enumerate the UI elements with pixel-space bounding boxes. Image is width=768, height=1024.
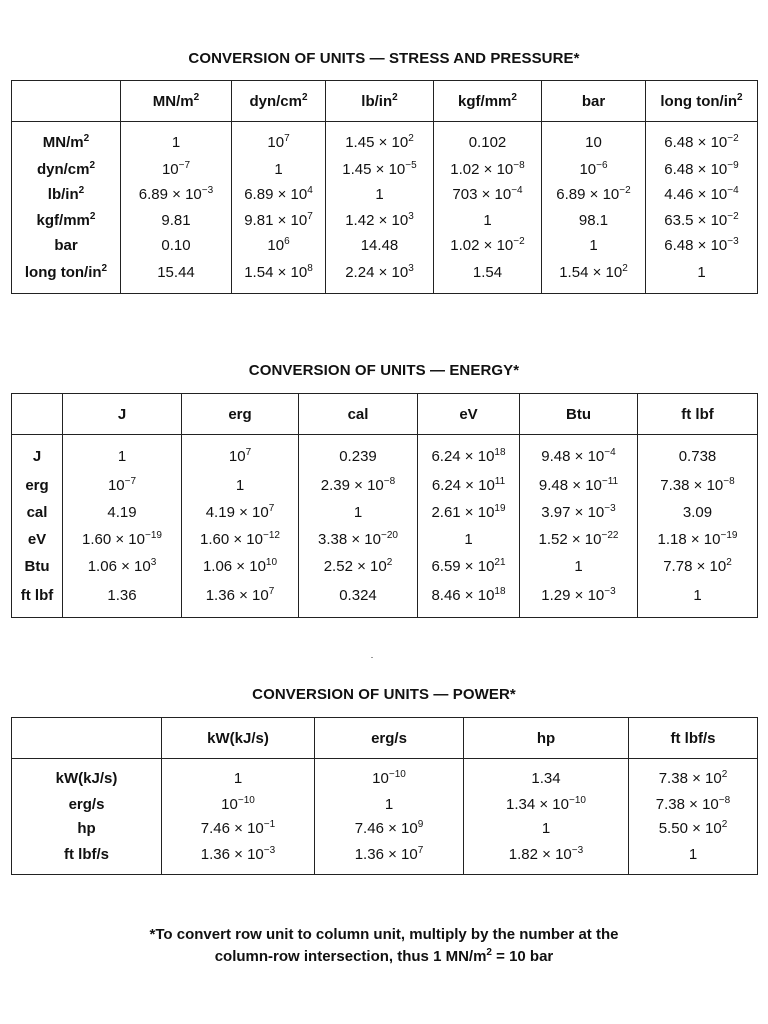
- conversion-factor-cell: $1.36 \times 10^{-3}$: [162, 841, 315, 875]
- conversion-factor-cell: 15.44: [121, 258, 232, 293]
- table-row: [12, 526, 758, 553]
- conversion-factor-cell: $10^7$: [182, 435, 299, 472]
- conversion-factor-cell: $6.89 \times 10^{-2}$: [542, 182, 646, 207]
- conversion-factor-cell: $2.24 \times 10^3$: [326, 258, 434, 293]
- conversion-factor-cell: $9.48 \times 10^{-4}$: [520, 435, 638, 472]
- conversion-factor-cell: $1.54 \times 10^8$: [232, 258, 326, 293]
- column-header-j: J: [63, 394, 182, 435]
- column-header-ft-lbf: ft lbf: [638, 394, 758, 435]
- table-row: [12, 182, 758, 207]
- column-header-bar: bar: [542, 81, 646, 122]
- table-row: [12, 499, 758, 526]
- conversion-factor-cell: 1: [638, 580, 758, 617]
- row-header-lb-in2: $lb/in^2$: [12, 182, 121, 207]
- conversion-factor-cell: 1: [121, 122, 232, 157]
- scan-speck: [371, 657, 373, 658]
- column-header-ev: eV: [418, 394, 520, 435]
- conversion-factor-cell: 4.19: [63, 499, 182, 526]
- column-header-long-ton-in2: long ton/$in^2$: [646, 81, 758, 122]
- conversion-factor-cell: $9.81 \times 10^7$: [232, 207, 326, 232]
- corner-cell: [12, 394, 63, 435]
- table-row: [12, 157, 758, 182]
- conversion-factor-cell: $1.54 \times 10^2$: [542, 258, 646, 293]
- table-row: [12, 759, 758, 793]
- conversion-factor-cell: 1: [326, 182, 434, 207]
- row-header-erg-s: erg/s: [12, 792, 162, 816]
- conversion-factor-cell: $7.38 \times 10^{-8}$: [629, 792, 758, 816]
- conversion-factor-cell: 1.54: [434, 258, 542, 293]
- column-header-hp: hp: [464, 718, 629, 759]
- conversion-factor-cell: $1.06 \times 10^3$: [63, 553, 182, 580]
- conversion-factor-cell: $2.61 \times 10^{19}$: [418, 499, 520, 526]
- conversion-factor-cell: 0.738: [638, 435, 758, 472]
- conversion-factor-cell: $10^6$: [232, 233, 326, 258]
- row-header-hp: hp: [12, 816, 162, 840]
- corner-cell: [12, 718, 162, 759]
- power-table: [11, 717, 758, 875]
- conversion-factor-cell: $4.19 \times 10^7$: [182, 499, 299, 526]
- conversion-factor-cell: 98.1: [542, 207, 646, 232]
- conversion-factor-cell: 1: [646, 258, 758, 293]
- row-header-btu: Btu: [12, 553, 63, 580]
- corner-cell: [12, 81, 121, 122]
- table-row: [12, 553, 758, 580]
- conversion-factor-cell: $10^{-7}$: [121, 157, 232, 182]
- conversion-factor-cell: $6.24 \times 10^{11}$: [418, 472, 520, 499]
- conversion-factor-cell: $10^7$: [232, 122, 326, 157]
- conversion-factor-cell: $2.39 \times 10^{-8}$: [299, 472, 418, 499]
- conversion-factor-cell: $1.36 \times 10^7$: [315, 841, 464, 875]
- footnote: [0, 924, 768, 968]
- conversion-factor-cell: $8.46 \times 10^{18}$: [418, 580, 520, 617]
- conversion-factor-cell: 1: [299, 499, 418, 526]
- row-header-cal: cal: [12, 499, 63, 526]
- conversion-factor-cell: $1.45 \times 10^{-5}$: [326, 157, 434, 182]
- conversion-factor-cell: $3.38 \times 10^{-20}$: [299, 526, 418, 553]
- row-header-kw-kj-s: kW(kJ/s): [12, 759, 162, 793]
- row-header-ft-lbf: ft lbf: [12, 580, 63, 617]
- energy-table: [11, 393, 758, 618]
- column-header-ft-lbf-s: ft lbf/s: [629, 718, 758, 759]
- column-header-btu: Btu: [520, 394, 638, 435]
- conversion-factor-cell: 1.34: [464, 759, 629, 793]
- conversion-factor-cell: 10: [542, 122, 646, 157]
- conversion-factor-cell: $1.52 \times 10^{-22}$: [520, 526, 638, 553]
- conversion-factor-cell: $6.24 \times 10^{18}$: [418, 435, 520, 472]
- conversion-factor-cell: 3.09: [638, 499, 758, 526]
- conversion-factor-cell: 14.48: [326, 233, 434, 258]
- conversion-factor-cell: $6.89 \times 10^{-3}$: [121, 182, 232, 207]
- conversion-factor-cell: $6.48 \times 10^{-2}$: [646, 122, 758, 157]
- conversion-factor-cell: $1.29 \times 10^{-3}$: [520, 580, 638, 617]
- conversion-factor-cell: $1.06 \times 10^{10}$: [182, 553, 299, 580]
- row-header-ft-lbf-s: ft lbf/s: [12, 841, 162, 875]
- conversion-factor-cell: 0.10: [121, 233, 232, 258]
- row-header-erg: erg: [12, 472, 63, 499]
- conversion-factor-cell: $1.42 \times 10^3$: [326, 207, 434, 232]
- conversion-factor-cell: $6.48 \times 10^{-9}$: [646, 157, 758, 182]
- conversion-factor-cell: $1.60 \times 10^{-19}$: [63, 526, 182, 553]
- conversion-factor-cell: $1.82 \times 10^{-3}$: [464, 841, 629, 875]
- conversion-factor-cell: $1.02 \times 10^{-2}$: [434, 233, 542, 258]
- footnote-line-1: *To convert row unit to column unit, multiply by the number at the: [149, 926, 619, 943]
- table-row: [12, 580, 758, 617]
- conversion-factor-cell: $10^{-7}$: [63, 472, 182, 499]
- column-header-lb-in2: $lb/in^2$: [326, 81, 434, 122]
- conversion-factor-cell: 1: [542, 233, 646, 258]
- conversion-factor-cell: $1.34 \times 10^{-10}$: [464, 792, 629, 816]
- conversion-factor-cell: 1: [464, 816, 629, 840]
- conversion-factor-cell: $10^{-10}$: [162, 792, 315, 816]
- conversion-factor-cell: 0.239: [299, 435, 418, 472]
- conversion-factor-cell: $1.18 \times 10^{-19}$: [638, 526, 758, 553]
- energy-title: CONVERSION OF UNITS — ENERGY*: [248, 362, 520, 379]
- conversion-factor-cell: $1.36 \times 10^7$: [182, 580, 299, 617]
- stress-pressure-table: [11, 80, 758, 294]
- conversion-factor-cell: $6.48 \times 10^{-3}$: [646, 233, 758, 258]
- footnote-line-2: column-row intersection, thus 1 $MN/m^2 = 10$ bar: [214, 947, 554, 965]
- conversion-factor-cell: $9.48 \times 10^{-11}$: [520, 472, 638, 499]
- row-header-kgf-mm2: kgf/$mm^2$: [12, 207, 121, 232]
- conversion-factor-cell: 1: [418, 526, 520, 553]
- table-row: [12, 816, 758, 840]
- conversion-factor-cell: 1: [629, 841, 758, 875]
- conversion-factor-cell: 1: [315, 792, 464, 816]
- table-row: [12, 472, 758, 499]
- column-header-kgf-mm2: kgf/$mm^2$: [434, 81, 542, 122]
- conversion-factor-cell: $7.38 \times 10^2$: [629, 759, 758, 793]
- table-row: [12, 841, 758, 875]
- conversion-factor-cell: 1: [182, 472, 299, 499]
- row-header-bar: bar: [12, 233, 121, 258]
- conversion-factor-cell: $7.78 \times 10^2$: [638, 553, 758, 580]
- table-row: [12, 792, 758, 816]
- conversion-factor-cell: $6.89 \times 10^4$: [232, 182, 326, 207]
- conversion-factor-cell: 1: [434, 207, 542, 232]
- conversion-factor-cell: 9.81: [121, 207, 232, 232]
- column-header-erg-s: erg/s: [315, 718, 464, 759]
- conversion-factor-cell: $6.59 \times 10^{21}$: [418, 553, 520, 580]
- conversion-factor-cell: $10^{-6}$: [542, 157, 646, 182]
- conversion-factor-cell: 1: [232, 157, 326, 182]
- conversion-factor-cell: 0.324: [299, 580, 418, 617]
- conversion-factor-cell: $7.38 \times 10^{-8}$: [638, 472, 758, 499]
- conversion-factor-cell: $63.5 \times 10^{-2}$: [646, 207, 758, 232]
- table-row: [12, 258, 758, 293]
- conversion-factor-cell: $3.97 \times 10^{-3}$: [520, 499, 638, 526]
- column-header-mn-m2: $MN/m^2$: [121, 81, 232, 122]
- conversion-factor-cell: 1: [520, 553, 638, 580]
- conversion-factor-cell: 1: [162, 759, 315, 793]
- conversion-factor-cell: 1: [63, 435, 182, 472]
- conversion-factor-cell: $5.50 \times 10^2$: [629, 816, 758, 840]
- column-header-erg: erg: [182, 394, 299, 435]
- conversion-factor-cell: $1.45 \times 10^2$: [326, 122, 434, 157]
- table-row: [12, 122, 758, 157]
- power-title: CONVERSION OF UNITS — POWER*: [252, 686, 516, 703]
- conversion-factor-cell: $1.60 \times 10^{-12}$: [182, 526, 299, 553]
- stress-title: CONVERSION OF UNITS — STRESS AND PRESSURE*: [188, 50, 580, 67]
- column-header-cal: cal: [299, 394, 418, 435]
- conversion-factor-cell: 1.36: [63, 580, 182, 617]
- row-header-mn-m2: $MN/m^2$: [12, 122, 121, 157]
- conversion-factor-cell: $703 \times 10^{-4}$: [434, 182, 542, 207]
- conversion-factor-cell: $7.46 \times 10^{-1}$: [162, 816, 315, 840]
- table-row: [12, 207, 758, 232]
- row-header-j: J: [12, 435, 63, 472]
- column-header-dyn-cm2: dyn/$cm^2$: [232, 81, 326, 122]
- conversion-factor-cell: $10^{-10}$: [315, 759, 464, 793]
- table-row: [12, 233, 758, 258]
- conversion-factor-cell: $2.52 \times 10^2$: [299, 553, 418, 580]
- conversion-factor-cell: $7.46 \times 10^9$: [315, 816, 464, 840]
- conversion-factor-cell: $1.02 \times 10^{-8}$: [434, 157, 542, 182]
- column-header-kw-kj-s: kW(kJ/s): [162, 718, 315, 759]
- conversion-factor-cell: 0.102: [434, 122, 542, 157]
- table-row: [12, 435, 758, 472]
- conversion-factor-cell: $4.46 \times 10^{-4}$: [646, 182, 758, 207]
- row-header-ev: eV: [12, 526, 63, 553]
- row-header-dyn-cm2: dyn/$cm^2$: [12, 157, 121, 182]
- row-header-long-ton-in2: long ton/$in^2$: [12, 258, 121, 293]
